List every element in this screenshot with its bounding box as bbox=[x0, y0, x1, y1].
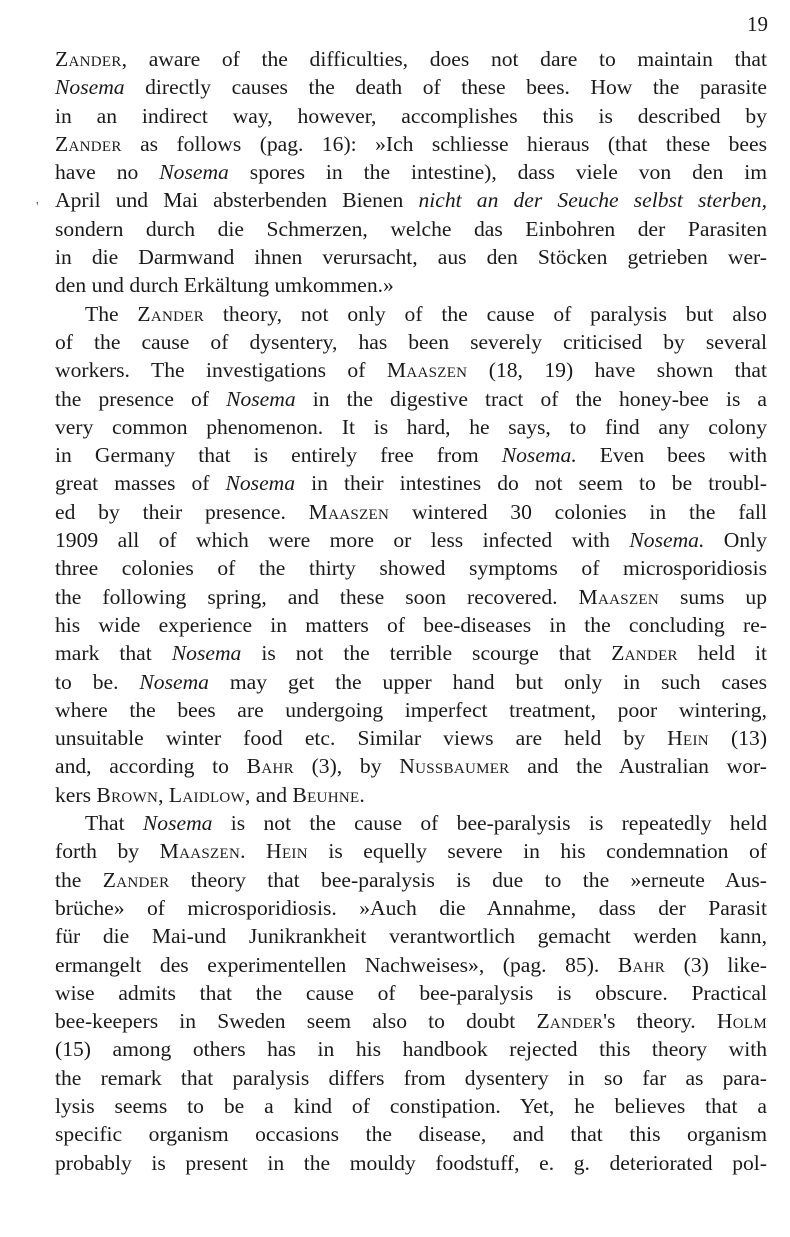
text-run: in Germany that is entirely free from bbox=[55, 443, 502, 468]
text-run: sums up bbox=[659, 584, 767, 609]
text-line bbox=[55, 413, 767, 441]
margin-mark: ' bbox=[36, 200, 39, 215]
text-run: . bbox=[359, 782, 365, 807]
text-line bbox=[55, 215, 767, 243]
text-run: spores in the intestine), dass viele von den im bbox=[228, 160, 767, 185]
text-run: and, according to bbox=[55, 754, 247, 779]
text-line bbox=[55, 158, 767, 186]
text-line bbox=[55, 894, 767, 922]
text-line bbox=[55, 130, 767, 158]
text-run: in an indirect way, however, accomplishes this is described by bbox=[55, 103, 767, 128]
text-run: mark that bbox=[55, 641, 172, 666]
page-number: 19 bbox=[747, 12, 768, 36]
text-run: specific organism occasions the disease, and that this organism bbox=[55, 1122, 767, 1147]
text-line bbox=[55, 243, 767, 271]
text-run: wintered 30 colonies in the fall bbox=[389, 499, 767, 524]
author-name: Bahr bbox=[617, 952, 666, 977]
text-run: theory, not only of the cause of paralysis but also bbox=[204, 301, 767, 326]
author-name: Zander bbox=[611, 641, 678, 666]
text-run: is not the terrible scourge that bbox=[241, 641, 612, 666]
text-line bbox=[55, 102, 767, 130]
text-run: bee-keepers in Sweden seem also to doubt bbox=[55, 1009, 537, 1034]
text-run: have no bbox=[55, 160, 160, 185]
text-line bbox=[55, 1092, 767, 1120]
text-run: the remark that paralysis differs from dysentery in so far as para- bbox=[55, 1065, 767, 1090]
text-line bbox=[55, 668, 767, 696]
text-line bbox=[55, 696, 767, 724]
text-run: (3), by bbox=[293, 754, 400, 779]
text-run: 1909 all of which were more or less infected with bbox=[55, 528, 630, 553]
text-line bbox=[55, 385, 767, 413]
text-run: 's theory. bbox=[603, 1009, 717, 1034]
text-line bbox=[55, 809, 767, 837]
text-run: three colonies of the thirty showed symptoms of microsporidiosis bbox=[55, 556, 767, 581]
text-run: kers bbox=[55, 782, 97, 807]
text-line bbox=[55, 979, 767, 1007]
text-run: to be. bbox=[55, 669, 140, 694]
text-run: für die Mai-und Junikrankheit verantwortlich gemacht werden kann, bbox=[55, 924, 767, 949]
author-name: Zander bbox=[137, 301, 205, 326]
text-line bbox=[55, 837, 767, 865]
text-run: (15) among others has in his handbook rejected this theory with bbox=[55, 1037, 767, 1062]
text-run: lysis seems to be a kind of constipation. Yet, he believes that a bbox=[55, 1093, 767, 1118]
author-name: Nussbaumer bbox=[399, 754, 510, 779]
text-run: (3) like- bbox=[665, 952, 767, 977]
text-run: workers. The investigations of bbox=[55, 358, 387, 383]
author-name: Maaszen bbox=[578, 584, 660, 609]
text-line bbox=[55, 45, 767, 73]
text-line bbox=[55, 752, 767, 780]
author-name: Brown bbox=[96, 782, 159, 807]
text-line bbox=[55, 583, 767, 611]
italic-text: Nosema bbox=[139, 669, 209, 694]
text-run: Only bbox=[704, 528, 767, 553]
text-run: Even bees with bbox=[576, 443, 767, 468]
text-run: and the Australian wor- bbox=[509, 754, 767, 779]
text-line bbox=[55, 300, 767, 328]
text-run: April und Mai absterbenden Bienen bbox=[55, 188, 419, 213]
author-name: Bahr bbox=[246, 754, 294, 779]
text-line bbox=[55, 724, 767, 752]
text-run: forth by bbox=[55, 839, 160, 864]
text-line bbox=[55, 639, 767, 667]
italic-text: Nosema bbox=[55, 75, 125, 100]
text-line bbox=[55, 328, 767, 356]
author-name: Hein bbox=[266, 839, 308, 864]
text-run: is not the cause of bee-paralysis is repeatedly held bbox=[212, 811, 767, 836]
author-name: Maaszen bbox=[308, 499, 390, 524]
italic-text: Nosema bbox=[142, 811, 213, 836]
text-run: his wide experience in matters of bee-diseases in the concluding re- bbox=[55, 612, 767, 637]
text-run: is equelly severe in his condemnation of bbox=[307, 839, 767, 864]
author-name: Hein bbox=[667, 726, 709, 751]
text-run: the following spring, and these soon recovered. bbox=[55, 584, 579, 609]
text-run: very common phenomenon. It is hard, he says, to find any colony bbox=[55, 414, 767, 439]
text-run: the presence of bbox=[55, 386, 227, 411]
text-line bbox=[55, 186, 767, 214]
text-line bbox=[55, 611, 767, 639]
text-run: theory that bee-paralysis is due to the »erneute Aus- bbox=[169, 867, 768, 892]
italic-text: Nosema bbox=[171, 641, 242, 666]
text-run: . bbox=[240, 839, 267, 864]
text-line bbox=[55, 1149, 767, 1177]
text-run: where the bees are undergoing imperfect treatment, poor wintering, bbox=[55, 697, 767, 722]
text-run: may get the upper hand but only in such cases bbox=[208, 669, 767, 694]
author-name: Zander bbox=[536, 1009, 604, 1034]
italic-text: Nosema. bbox=[501, 443, 577, 468]
text-run: in the digestive tract of the honey-bee is a bbox=[295, 386, 767, 411]
text-run: great masses of bbox=[55, 471, 226, 496]
italic-text: nicht an der Seuche selbst sterben, bbox=[418, 188, 767, 213]
text-line bbox=[55, 1035, 767, 1063]
text-run: in their intestines do not seem to be troubl- bbox=[295, 471, 767, 496]
italic-text: Nosema bbox=[159, 160, 229, 185]
italic-text: Nosema bbox=[225, 471, 296, 496]
text-run: , aware of the difficulties, does not dare to maintain that bbox=[121, 47, 767, 71]
text-line bbox=[55, 73, 767, 101]
text-line bbox=[55, 526, 767, 554]
text-run: directly causes the death of these bees. How the parasite bbox=[124, 75, 767, 100]
italic-text: Nosema bbox=[226, 386, 296, 411]
author-name: Maaszen bbox=[386, 358, 468, 383]
text-line bbox=[55, 866, 767, 894]
author-name: Beuhne bbox=[292, 782, 360, 807]
text-run: wise admits that the cause of bee-paralysis is obscure. Practical bbox=[55, 980, 767, 1005]
text-line bbox=[55, 1007, 767, 1035]
text-line bbox=[55, 1064, 767, 1092]
body-text bbox=[55, 45, 767, 1177]
text-run: den und durch Erkältung umkommen.» bbox=[55, 273, 394, 298]
text-run: (13) bbox=[708, 726, 768, 751]
text-line bbox=[55, 1120, 767, 1148]
text-line bbox=[55, 781, 767, 809]
text-run: of the cause of dysentery, has been severely criticised by several bbox=[55, 329, 767, 354]
text-run: ed by their presence. bbox=[55, 499, 309, 524]
text-run: brüche» of microsporidiosis. »Auch die Annahme, dass der Parasit bbox=[55, 895, 767, 920]
text-run: held it bbox=[677, 641, 768, 666]
text-run: ermangelt des experimentellen Nachweises», (pag. 85). bbox=[55, 952, 618, 977]
author-name: Zander bbox=[55, 47, 122, 71]
text-line bbox=[55, 271, 767, 299]
text-run: the bbox=[55, 867, 103, 892]
author-name: Zander bbox=[55, 131, 122, 156]
text-line bbox=[55, 469, 767, 497]
italic-text: Nosema. bbox=[629, 528, 705, 553]
author-name: Laidlow bbox=[168, 782, 246, 807]
text-run: (18, 19) have shown that bbox=[467, 358, 767, 383]
author-name: Maaszen bbox=[159, 839, 241, 864]
text-line bbox=[55, 498, 767, 526]
text-line bbox=[55, 356, 767, 384]
text-run: , bbox=[158, 782, 169, 807]
author-name: Holm bbox=[716, 1009, 767, 1034]
text-run: probably is present in the mouldy foodstuff, e. g. deteriorated pol- bbox=[55, 1150, 767, 1175]
text-line bbox=[55, 441, 767, 469]
author-name: Zander bbox=[102, 867, 170, 892]
text-line bbox=[55, 951, 767, 979]
text-run: That bbox=[85, 811, 143, 836]
text-line bbox=[55, 554, 767, 582]
text-run: as follows (pag. 16): »Ich schliesse hieraus (that these bees bbox=[121, 131, 767, 156]
text-run: , and bbox=[245, 782, 293, 807]
text-line bbox=[55, 922, 767, 950]
text-run: The bbox=[85, 301, 138, 326]
text-run: unsuitable winter food etc. Similar views are held by bbox=[55, 726, 668, 751]
text-run: sondern durch die Schmerzen, welche das Einbohren der Parasiten bbox=[55, 216, 767, 241]
text-run: in die Darmwand ihnen verursacht, aus den Stöcken getrieben wer- bbox=[55, 245, 767, 270]
